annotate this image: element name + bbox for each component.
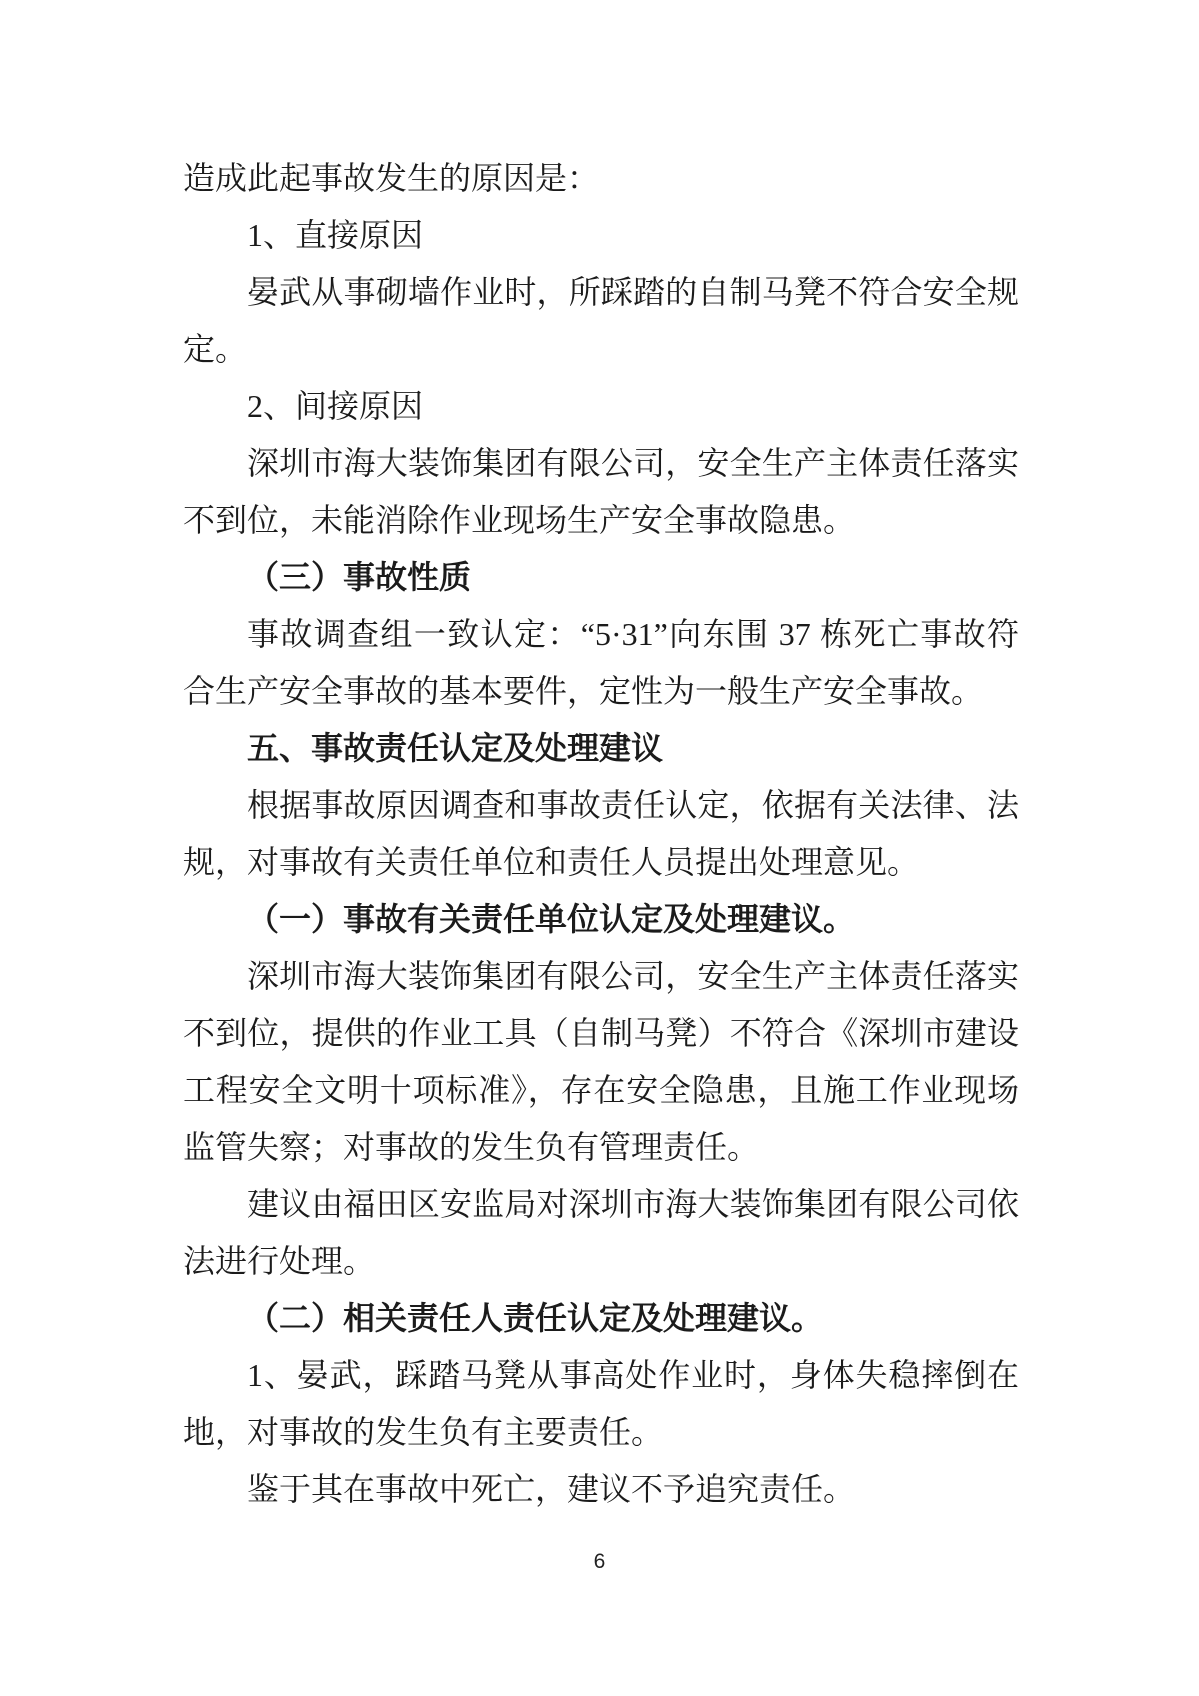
heading-accident-nature: （三）事故性质 xyxy=(247,559,472,595)
para-section-five-intro: 根据事故原因调查和事故责任认定，依据有关法律、法规，对事故有关责任单位和责任人员提出处理意见。 xyxy=(183,787,1019,880)
para-no-prosecution: 鉴于其在事故中死亡，建议不予追究责任。 xyxy=(247,1471,856,1507)
heading-direct-cause: 1、直接原因 xyxy=(247,217,424,253)
page-number: 6 xyxy=(593,1550,606,1573)
heading-indirect-cause: 2、间接原因 xyxy=(247,388,424,424)
heading-responsible-unit: （一）事故有关责任单位认定及处理建议。 xyxy=(247,901,856,937)
para-continuation: 造成此起事故发生的原因是： xyxy=(183,160,600,196)
para-direct-cause: 晏武从事砌墙作业时，所踩踏的自制马凳不符合安全规定。 xyxy=(183,274,1019,367)
heading-responsible-person: （二）相关责任人责任认定及处理建议。 xyxy=(247,1300,824,1336)
para-accident-nature: 事故调查组一致认定：“5·31”向东围 37 栋死亡事故符合生产安全事故的基本要件，定性为一般生产安全事故。 xyxy=(183,616,1019,709)
para-indirect-cause: 深圳市海大装饰集团有限公司，安全生产主体责任落实不到位，未能消除作业现场生产安全事故隐患。 xyxy=(183,445,1019,538)
heading-section-five: 五、事故责任认定及处理建议 xyxy=(247,730,664,766)
para-responsible-person: 1、晏武，踩踏马凳从事高处作业时，身体失稳摔倒在地，对事故的发生负有主要责任。 xyxy=(183,1357,1019,1450)
para-unit-recommendation: 建议由福田区安监局对深圳市海大装饰集团有限公司依法进行处理。 xyxy=(183,1186,1019,1279)
para-responsible-unit: 深圳市海大装饰集团有限公司，安全生产主体责任落实不到位，提供的作业工具（自制马凳）不符合《深圳市建设工程安全文明十项标准》，存在安全隐患，且施工作业现场监管失察；对事故的发生负有管理责任。 xyxy=(183,958,1019,1165)
document-body xyxy=(183,150,1019,1518)
